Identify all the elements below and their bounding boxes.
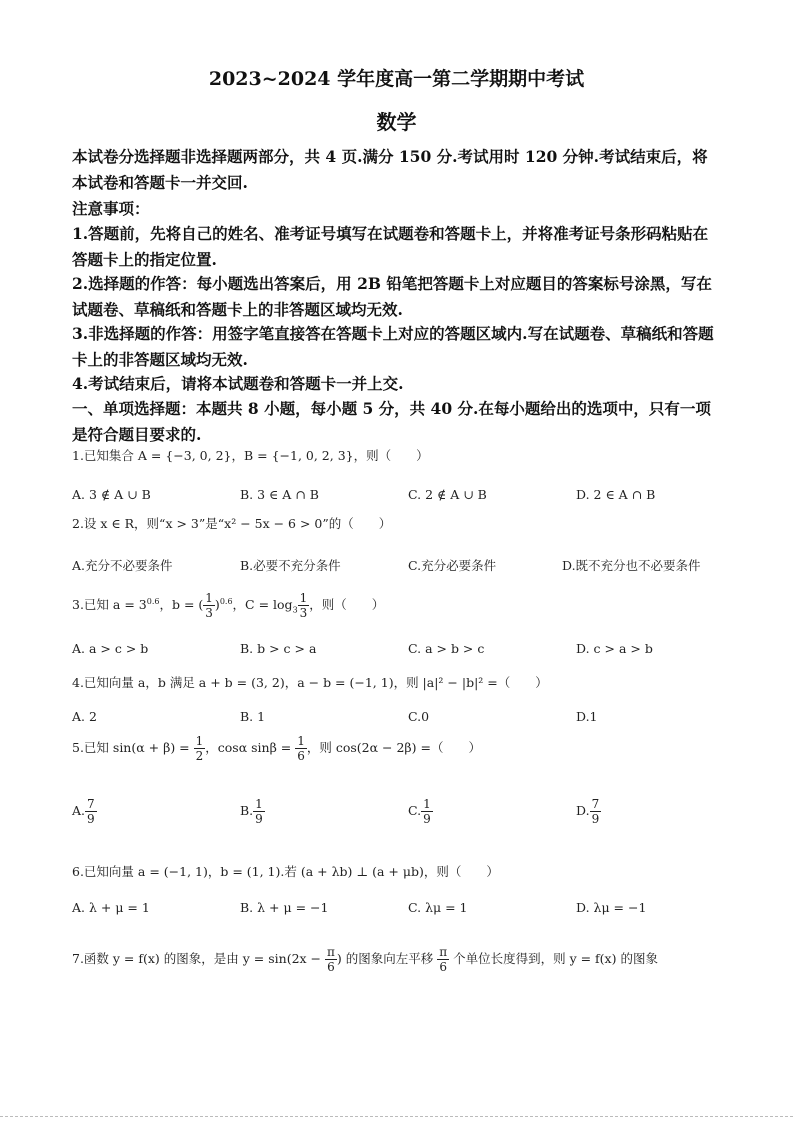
note-3: 3.非选择题的作答：用签字笔直接答在答题卡上对应的答题区域内.写在试题卷、草稿纸和答题卡上的非答题区域均无效.	[72, 324, 714, 369]
q3-sub-c: 3	[292, 605, 298, 615]
q3-frac-c-den: 3	[299, 606, 308, 621]
exam-title: 2023~2024 学年度高一第二学期期中考试	[208, 68, 585, 90]
q3-frac-b-den: 3	[205, 606, 213, 621]
q4-option-d: D.1	[576, 709, 598, 724]
q1-option-d: D. 2 ∈ A ∩ B	[576, 487, 656, 502]
notice-header: 注意事项：	[72, 199, 150, 218]
q5-stem-a: 5.已知 sin(α + β) =	[72, 740, 194, 755]
q6-option-a: A. λ + μ = 1	[72, 900, 150, 915]
intro-paragraph: 本试卷分选择题非选择题两部分，共 4 页.满分 150 分.考试用时 120 分钟.考试结束后，将本试卷和答题卡一并交回.	[72, 147, 708, 192]
question-3-stem: 3.已知 $a = 3^{0.6}$，b = ( $\frac{1}{3}$ )$^{0.6}$，$C = \log_3$ $\frac{1}{3}$ ，则（ ）	[72, 591, 385, 621]
q5-option-c-den: 9	[423, 812, 431, 826]
note-4: 4.考试结束后，请将本试题卷和答题卡一并上交.	[72, 374, 404, 393]
q5-frac-1	[194, 734, 206, 763]
q5-option-b-frac	[253, 797, 265, 826]
q3-option-a: A. a > c > b	[72, 641, 149, 656]
q5-option-c	[408, 797, 433, 826]
q7-frac-2-den: 6	[439, 960, 447, 974]
page-bottom-divider	[0, 1116, 793, 1117]
note-1: 1.答题前，先将自己的姓名、准考证号填写在试题卷和答题卡上，并将准考证号条形码粘贴在答题卡上的指定位置.	[72, 224, 709, 269]
q1-option-b: B. 3 ∈ A ∩ B	[240, 487, 319, 502]
q3-frac-b	[203, 591, 215, 620]
q7-frac-1	[325, 945, 337, 974]
question-7-stem	[72, 944, 658, 974]
q3-stem-c: ，C = log	[232, 597, 293, 613]
q4-option-a: A. 2	[72, 709, 97, 724]
q3-frac-b-num: 1	[205, 591, 213, 606]
q5-option-a-label: A.	[72, 803, 86, 818]
q2-option-a: A.充分不必要条件	[72, 558, 173, 573]
question-4-stem: 4.已知向量 a，b 满足 a + b = (3, 2)，a − b = (−1, 1)，则 |a|² − |b|² =（ ）	[72, 675, 548, 690]
q5-option-d-num: 7	[591, 797, 600, 811]
q5-option-d-frac	[590, 797, 602, 826]
q7-frac-2-num: π	[439, 945, 448, 959]
q7-frac-1-num: π	[327, 945, 335, 959]
question-1-stem: 1.已知集合 A = {−3, 0, 2}，B = {−1, 0, 2, 3}，则（ ）	[72, 448, 429, 463]
section-1-header: 一、单项选择题：本题共 8 小题，每小题 5 分，共 40 分.在每小题给出的选项中，只有一项是符合题目要求的.	[72, 399, 711, 444]
q3-option-c: C. a > b > c	[408, 641, 485, 656]
q3-exp-b: 0.6	[219, 597, 233, 606]
q7-frac-2	[437, 945, 449, 974]
q5-stem-b: ，cosα sinβ =	[205, 740, 296, 755]
q7-stem-a: 7.函数 y = f(x) 的图象，是由 y = sin(2x −	[72, 951, 326, 966]
q5-option-b-den: 9	[255, 812, 263, 826]
question-2-stem: 2.设 x ∈ R，则“x > 3”是“x² − 5x − 6 > 0”的（ ）	[72, 516, 392, 531]
q2-option-b: B.必要不充分条件	[240, 558, 341, 573]
q3-frac-c-num: 1	[299, 591, 308, 606]
q6-option-d: D. λμ = −1	[576, 900, 647, 915]
q5-option-b	[240, 797, 265, 826]
q3-frac-c	[298, 591, 310, 620]
q5-stem-c: ，则 cos(2α − 2β) =（ ）	[306, 740, 481, 755]
q5-option-a-frac	[85, 797, 97, 826]
q1-option-c: C. 2 ∉ A ∪ B	[408, 487, 487, 502]
q5-frac-1-num: 1	[195, 734, 204, 748]
q3-option-d: D. c > a > b	[576, 641, 653, 656]
question-6-stem: 6.已知向量 a = (−1, 1)，b = (1, 1).若 (a + λb) ⊥ (a + μb)，则（ ）	[72, 864, 499, 879]
q5-option-d	[576, 797, 601, 826]
q5-option-c-num: 1	[423, 797, 431, 811]
q5-option-a-num: 7	[87, 797, 95, 811]
q3-exp-a: 0.6	[146, 597, 160, 606]
q5-option-a-den: 9	[87, 812, 95, 826]
q6-option-b: B. λ + μ = −1	[240, 900, 329, 915]
q5-option-a	[72, 797, 97, 826]
q2-option-c: C.充分必要条件	[408, 558, 497, 573]
q5-option-b-num: 1	[255, 797, 263, 811]
q5-frac-2-num: 1	[297, 734, 305, 748]
q7-frac-1-den: 6	[327, 960, 335, 974]
q5-option-d-den: 9	[591, 812, 600, 826]
q6-option-c: C. λμ = 1	[408, 900, 468, 915]
q3-option-b: B. b > c > a	[240, 641, 317, 656]
q2-option-d: D.既不充分也不必要条件	[562, 558, 701, 573]
q4-option-c: C.0	[408, 709, 430, 724]
q5-frac-1-den: 2	[195, 749, 204, 763]
question-5-stem	[72, 733, 481, 763]
q7-stem-c: 个单位长度得到，则 y = f(x) 的图象	[449, 951, 658, 966]
q5-frac-2	[295, 734, 307, 763]
q5-option-c-label: C.	[408, 803, 422, 818]
q4-option-b: B. 1	[240, 709, 266, 724]
q5-option-d-label: D.	[576, 803, 590, 818]
subject-title: 数学	[376, 110, 417, 134]
q3-stem-b: ，b = (	[159, 597, 204, 613]
q5-option-c-frac	[421, 797, 433, 826]
q3-stem-end: ，则（ ）	[309, 597, 385, 613]
q1-option-a: A. 3 ∉ A ∪ B	[72, 487, 151, 502]
q5-option-b-label: B.	[240, 803, 254, 818]
q7-stem-b: ) 的图象向左平移	[336, 951, 438, 966]
q5-frac-2-den: 6	[297, 749, 305, 763]
note-2: 2.选择题的作答：每小题选出答案后，用 2B 铅笔把答题卡上对应题目的答案标号涂黑，写在试题卷、草稿纸和答题卡上的非答题区域均无效.	[72, 274, 712, 319]
q3-stem-a: 3.已知 a = 3	[72, 597, 147, 613]
